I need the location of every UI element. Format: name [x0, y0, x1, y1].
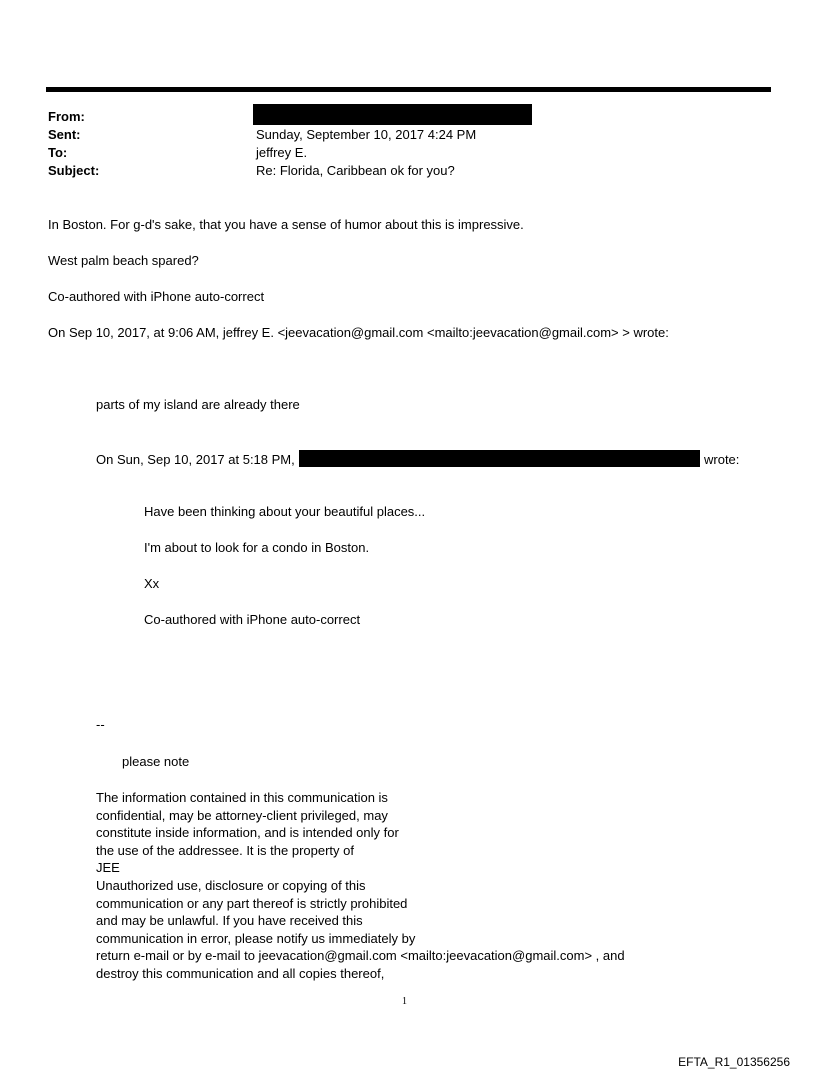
quote1-header: [96, 450, 739, 468]
disclaimer-line: The information contained in this communication is: [96, 790, 388, 805]
reply-line-2: West palm beach spared?: [48, 253, 199, 268]
disclaimer-line: JEE: [96, 860, 120, 876]
to-value: jeffrey E.: [256, 145, 308, 160]
disclaimer-line: return e-mail or by e-mail to jeevacation@gmail.com <mailto:jeevacation@gmail.com> , and: [96, 948, 625, 964]
sent-label: Sent:: [48, 127, 81, 142]
disclaimer-line: constitute inside information, and is intended only for: [96, 825, 399, 841]
from-label: From:: [48, 109, 85, 124]
quote1-sender-redaction: [299, 450, 700, 467]
header-rule: [46, 87, 771, 92]
quote1-body: parts of my island are already there: [96, 397, 300, 412]
quote2-signature: Co-authored with iPhone auto-correct: [144, 612, 361, 627]
reply-line-1: In Boston. For g-d's sake, that you have a sense of humor about this is impressive.: [48, 217, 524, 232]
quote1-header-suffix: wrote:: [704, 452, 740, 467]
page-number: 1: [402, 996, 407, 1007]
sent-value: Sunday, September 10, 2017 4:24 PM: [256, 127, 477, 142]
disclaimer: [96, 789, 676, 983]
quote1-header-prefix: On Sun, Sep 10, 2017 at 5:18 PM,: [96, 452, 295, 467]
subject-value: Re: Florida, Caribbean ok for you?: [256, 163, 455, 178]
reply-signature: Co-authored with iPhone auto-correct: [48, 289, 265, 304]
quote2-line-2: I'm about to look for a condo in Boston.: [144, 540, 370, 555]
subject-label: Subject:: [48, 163, 100, 178]
quote2-line-3: Xx: [144, 576, 160, 591]
document-id: EFTA_R1_01356256: [678, 1055, 790, 1069]
disclaimer-line: and may be unlawful. If you have received this: [96, 913, 363, 929]
signature-separator: --: [96, 717, 105, 732]
disclaimer-line: communication or any part thereof is strictly prohibited: [96, 895, 408, 911]
to-label: To:: [48, 145, 68, 160]
quote2-line-1: Have been thinking about your beautiful places...: [144, 504, 426, 519]
disclaimer-line: confidential, may be attorney-client privileged, may: [96, 807, 388, 823]
reply-quote-header: On Sep 10, 2017, at 9:06 AM, jeffrey E. <jeevacation@gmail.com <mailto:jeevacation@gmail.com> > wrote:: [48, 325, 669, 340]
disclaimer-line: Unauthorized use, disclosure or copying of this: [96, 877, 366, 893]
disclaimer-line: communication in error, please notify us immediately by: [96, 930, 416, 946]
please-note: please note: [122, 754, 190, 769]
disclaimer-line: the use of the addressee. It is the property of: [96, 842, 354, 858]
disclaimer-line: destroy this communication and all copies thereof,: [96, 965, 385, 981]
from-redaction: [253, 104, 532, 125]
